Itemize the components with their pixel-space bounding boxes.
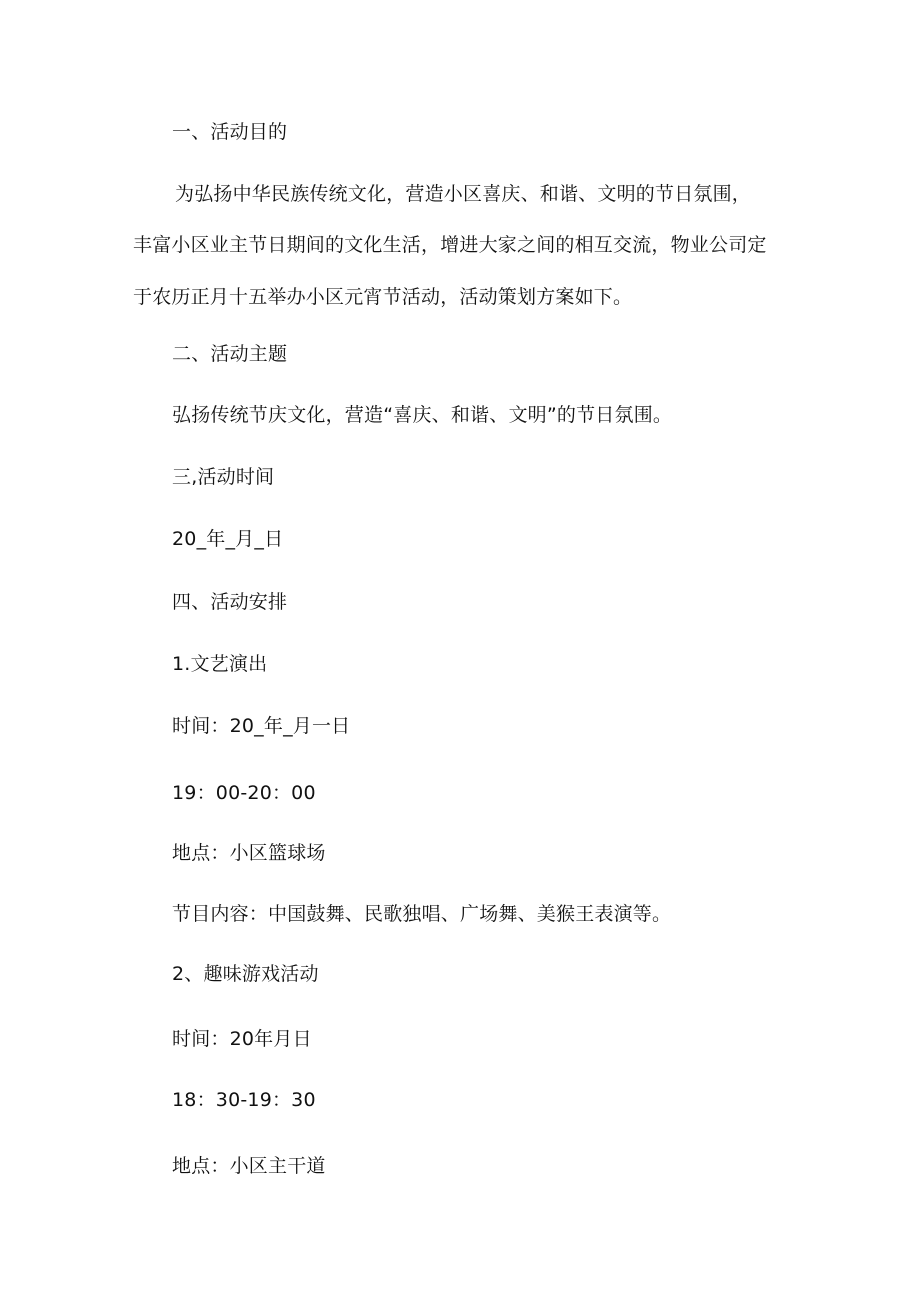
section4-heading: 四、活动安排 xyxy=(172,591,288,613)
section3-date: 20_年_月_日 xyxy=(172,528,284,550)
item2-title: 2、趣味游戏活动 xyxy=(172,963,319,985)
item2-hours: 18：30-19：30 xyxy=(172,1089,316,1111)
item1-title: 1.文艺演出 xyxy=(172,653,268,675)
item1-content: 节目内容：中国鼓舞、民歌独唱、广场舞、美猴王表演等。 xyxy=(172,903,672,925)
section1-paragraph-line-3: 于农历正月十五举办小区元宵节活动，活动策划方案如下。 xyxy=(133,286,633,308)
section1-heading: 一、活动目的 xyxy=(172,121,288,143)
section2-heading: 二、活动主题 xyxy=(172,343,288,365)
item2-time: 时间：20年月日 xyxy=(172,1028,312,1050)
item1-place: 地点：小区篮球场 xyxy=(172,842,326,864)
item1-hours: 19：00-20：00 xyxy=(172,782,316,804)
item1-time: 时间：20_年_月一日 xyxy=(172,715,351,737)
section3-heading: 三,活动时间 xyxy=(172,466,275,488)
section2-text: 弘扬传统节庆文化，营造“喜庆、和谐、文明”的节日氛围。 xyxy=(172,404,673,426)
item2-place: 地点：小区主干道 xyxy=(172,1155,326,1177)
section1-paragraph-line-1: 为弘扬中华民族传统文化，营造小区喜庆、和谐、文明的节日氛围， xyxy=(175,183,752,205)
section1-paragraph-line-2: 丰富小区业主节日期间的文化生活，增进大家之间的相互交流，物业公司定 xyxy=(133,234,767,256)
